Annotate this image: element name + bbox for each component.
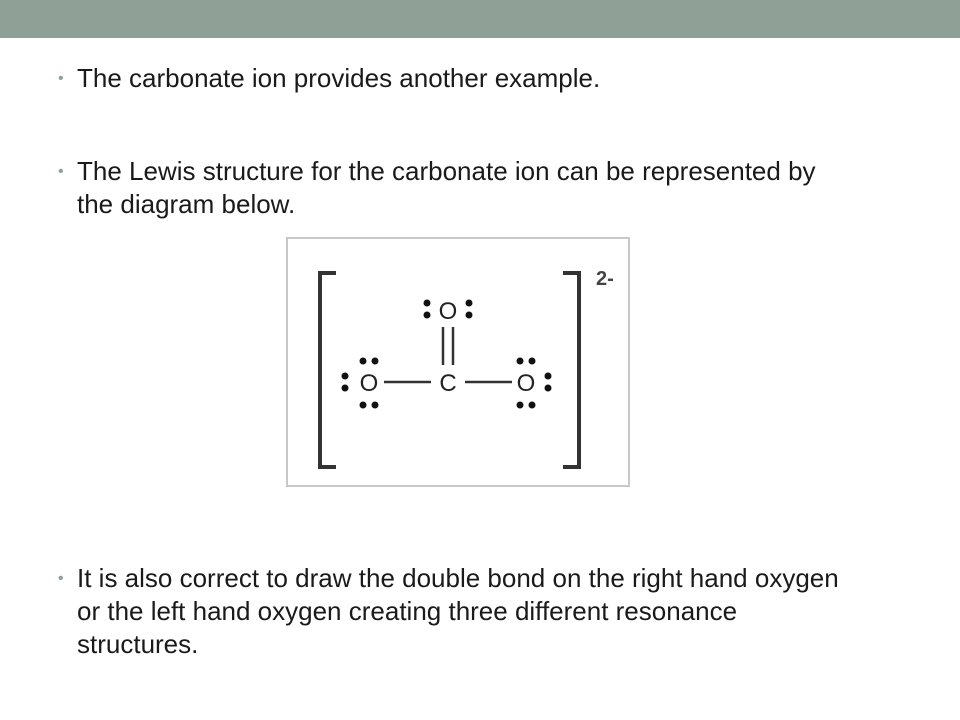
lone-pair-electron — [372, 402, 379, 409]
lone-pair-electron — [424, 312, 431, 319]
lone-pair-electron — [372, 358, 379, 365]
lone-pair-electron — [360, 358, 367, 365]
lone-pair-electron — [529, 402, 536, 409]
lone-pair-electron — [517, 358, 524, 365]
lewis-structure-svg — [288, 239, 628, 485]
lone-pair-electron — [466, 300, 473, 307]
slide-top-bar — [0, 0, 960, 38]
lone-pair-electron — [529, 358, 536, 365]
bullet-text: The Lewis structure for the carbonate ion can be represented by the diagram below. — [77, 156, 816, 219]
bullet-text: It is also correct to draw the double bond on the right hand oxygen or the left hand oxygen creating three different resonance structures. — [77, 563, 839, 659]
lone-pair-electron — [360, 402, 367, 409]
lone-pair-electron — [517, 402, 524, 409]
lone-pair-electron — [545, 385, 552, 392]
bullet-point — [58, 62, 848, 95]
bullet-text: The carbonate ion provides another example. — [77, 63, 601, 93]
lone-pair-electron — [466, 312, 473, 319]
left-bracket — [320, 273, 336, 467]
bullet-point — [58, 155, 848, 221]
carbon-atom: C — [439, 370, 457, 397]
lone-pair-electron — [342, 373, 349, 380]
right-bracket — [563, 273, 579, 467]
lone-pair-electron — [342, 385, 349, 392]
lone-pair-electron — [424, 300, 431, 307]
bullet-icon: • — [58, 163, 64, 180]
lone-pair-electron — [545, 373, 552, 380]
left-oxygen-atom: O — [359, 370, 379, 397]
bullet-icon: • — [58, 570, 64, 587]
top-oxygen-atom: O — [438, 298, 458, 325]
ion-charge: 2- — [596, 268, 614, 290]
bullet-point — [58, 562, 848, 661]
lewis-structure-diagram — [286, 237, 630, 487]
bullet-icon: • — [58, 70, 64, 87]
right-oxygen-atom: O — [516, 370, 536, 397]
